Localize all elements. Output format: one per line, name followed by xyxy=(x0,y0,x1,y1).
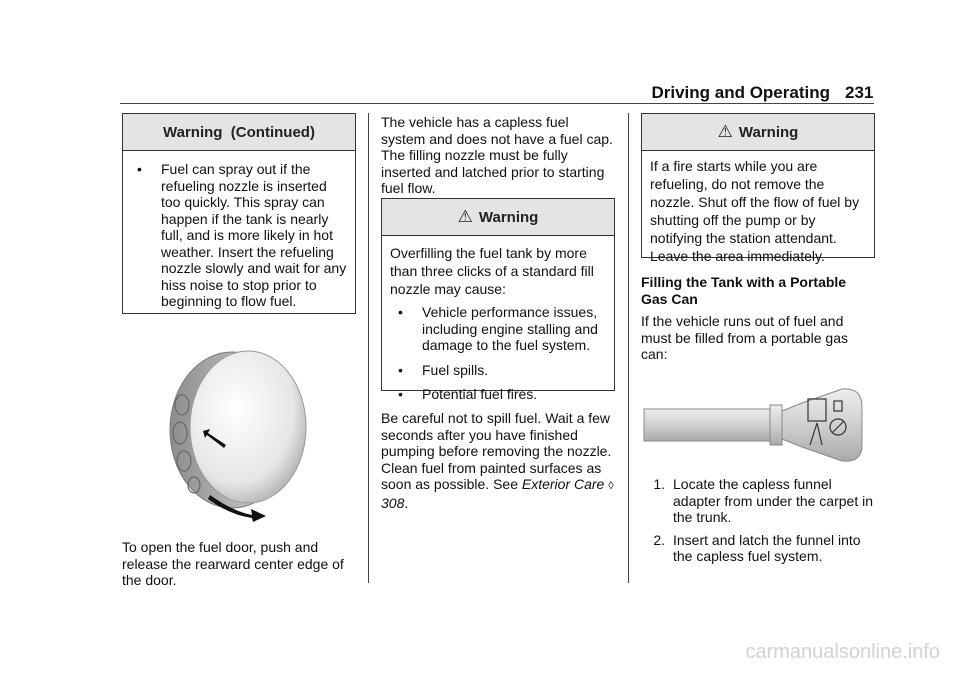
steps-list xyxy=(641,476,875,565)
portable-gas-can-intro: If the vehicle runs out of fuel and must be filled from a portable gas can: xyxy=(641,313,848,362)
fire-warning-title: Warning xyxy=(738,123,799,141)
page-number: 231 xyxy=(845,83,874,102)
warning-continued-header xyxy=(123,114,355,151)
overfill-bullet-2: Fuel spills. xyxy=(422,361,489,378)
overfill-warning-header xyxy=(382,199,614,236)
fire-warning-text: If a fire starts while you are refueling, do not remove the nozzle. Shut off the flow of fuel by shutting off the pump or by notifying the station attendant. Leave the area immediately. xyxy=(650,158,860,264)
warning-bullet-item xyxy=(390,362,606,379)
step-text: Locate the capless funnel adapter from under the carpet in the trunk. xyxy=(673,476,874,525)
warning-continued-title: Warning (Continued) xyxy=(163,123,315,141)
fire-warning-box xyxy=(641,113,875,264)
step-item xyxy=(641,532,875,565)
warning-bullet-item xyxy=(123,151,355,310)
overfill-warning-text: Overfilling the fuel tank by more than three clicks of a standard fill nozzle may cause: xyxy=(390,245,594,297)
section-title: Driving and Operating xyxy=(651,83,830,102)
step-text: Insert and latch the funnel into the capless fuel system. xyxy=(673,531,861,564)
warning-continued-box xyxy=(122,113,356,314)
warning-icon: ⚠ xyxy=(457,207,473,226)
warning-icon: ⚠ xyxy=(717,122,733,141)
overfill-warning-title: Warning xyxy=(478,208,539,226)
step-number: 1. xyxy=(653,476,665,492)
spill-caution-text xyxy=(381,410,615,511)
exterior-care-page[interactable]: 308 xyxy=(381,494,405,511)
step-number: 2. xyxy=(653,531,665,548)
portable-gas-can-heading: Filling the Tank with a Portable Gas Can xyxy=(641,274,847,307)
column-divider-1 xyxy=(368,113,369,583)
exterior-care-link[interactable]: Exterior Care xyxy=(521,476,605,492)
column-divider-2 xyxy=(628,113,629,583)
warning-bullet-text: Fuel can spray out if the refueling nozzle is inserted too quickly. This spray can happen if the tank is nearly full, and is more likely in hot weather. Insert the refueling nozzle slowly and wait for any hiss noise to stop prior to beginning to flow fuel. xyxy=(161,161,347,309)
spill-caution-body: Be careful not to spill fuel. Wait a few seconds after you have finished pumping before removing the nozzle. Clean fuel from painted surfaces as soon as possible. See xyxy=(381,410,612,492)
warning-bullet-item xyxy=(390,304,606,354)
overfill-warning-box xyxy=(381,198,615,402)
overfill-bullet-3: Potential fuel fires. xyxy=(422,386,538,402)
fuel-door-illustration xyxy=(160,335,315,525)
header-rule xyxy=(120,103,874,104)
sentence-end: . xyxy=(404,494,409,511)
bullet-marker: • xyxy=(398,386,403,402)
overfill-bullet-1: Vehicle performance issues, including engine stalling and damage to the fuel system. xyxy=(422,304,598,353)
warning-bullet-item xyxy=(390,386,606,403)
capless-funnel-illustration xyxy=(642,383,864,465)
bullet-marker: • xyxy=(137,161,142,177)
fire-warning-header xyxy=(642,114,874,151)
step-item xyxy=(641,476,875,526)
bullet-marker: • xyxy=(398,304,403,320)
page-ref-icon: ◊ xyxy=(608,480,614,492)
bullet-marker: • xyxy=(398,361,403,378)
watermark: carmanualsonline.info xyxy=(745,641,940,663)
capless-intro-text: The vehicle has a capless fuel system and does not have a fuel cap. The filling nozzle must be fully inserted and latched prior to starting fuel flow. xyxy=(381,114,613,196)
fuel-door-caption: To open the fuel door, push and release the rearward center edge of the door. xyxy=(122,539,344,588)
